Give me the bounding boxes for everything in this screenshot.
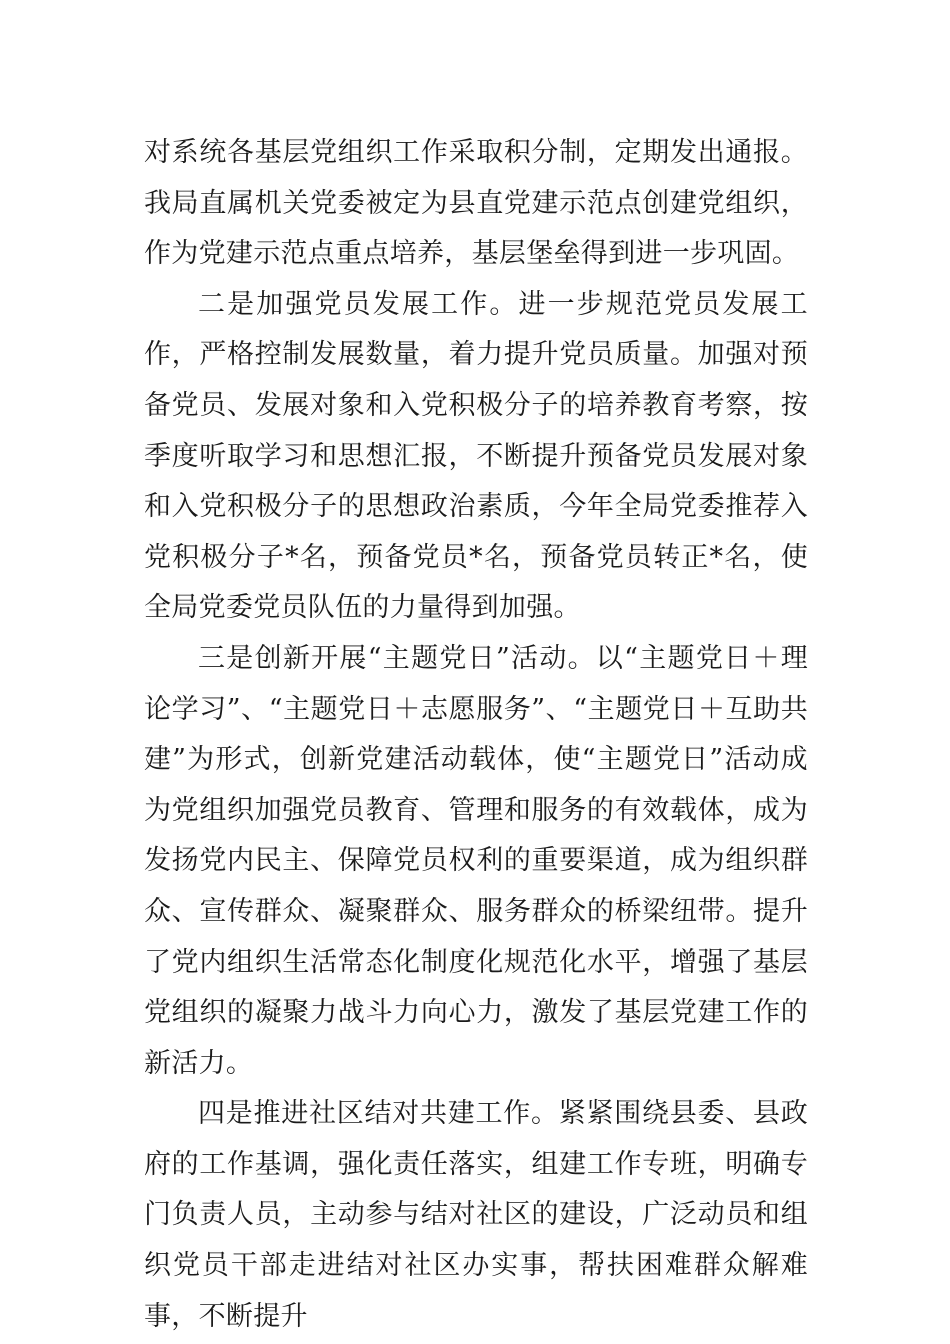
document-body	[144, 128, 808, 1342]
paragraph-community-co-construction: 四是推进社区结对共建工作。紧紧围绕县委、县政府的工作基调，强化责任落实，组建工作专班，明确专门负责人员，主动参与结对社区的建设，广泛动员和组织党员干部走进结对社区办实事，帮扶困难群众解难事，不断提升	[144, 1098, 808, 1332]
paragraph-party-member-development: 二是加强党员发展工作。进一步规范党员发展工作，严格控制发展数量，着力提升党员质量。加强对预备党员、发展对象和入党积极分子的培养教育考察，按季度听取学习和思想汇报，不断提升预备党员发展对象和入党积极分子的思想政治素质，今年全局党委推荐入党积极分子*名，预备党员*名，预备党员转正*名，使全局党委党员队伍的力量得到加强。	[144, 288, 808, 624]
paragraph-continued: 对系统各基层党组织工作采取积分制，定期发出通报。我局直属机关党委被定为县直党建示范点创建党组织，作为党建示范点重点培养，基层堡垒得到进一步巩固。	[144, 137, 808, 270]
paragraph-theme-party-day: 三是创新开展“主题党日”活动。以“主题党日＋理论学习”、“主题党日＋志愿服务”、“主题党日＋互助共建”为形式，创新党建活动载体，使“主题党日”活动成为党组织加强党员教育、管理和服务的有效载体，成为发扬党内民主、保障党员权利的重要渠道，成为组织群众、宣传群众、凝聚群众、服务群众的桥梁纽带。提升了党内组织生活常态化制度化规范化水平，增强了基层党组织的凝聚力战斗力向心力，激发了基层党建工作的新活力。	[144, 642, 808, 1079]
